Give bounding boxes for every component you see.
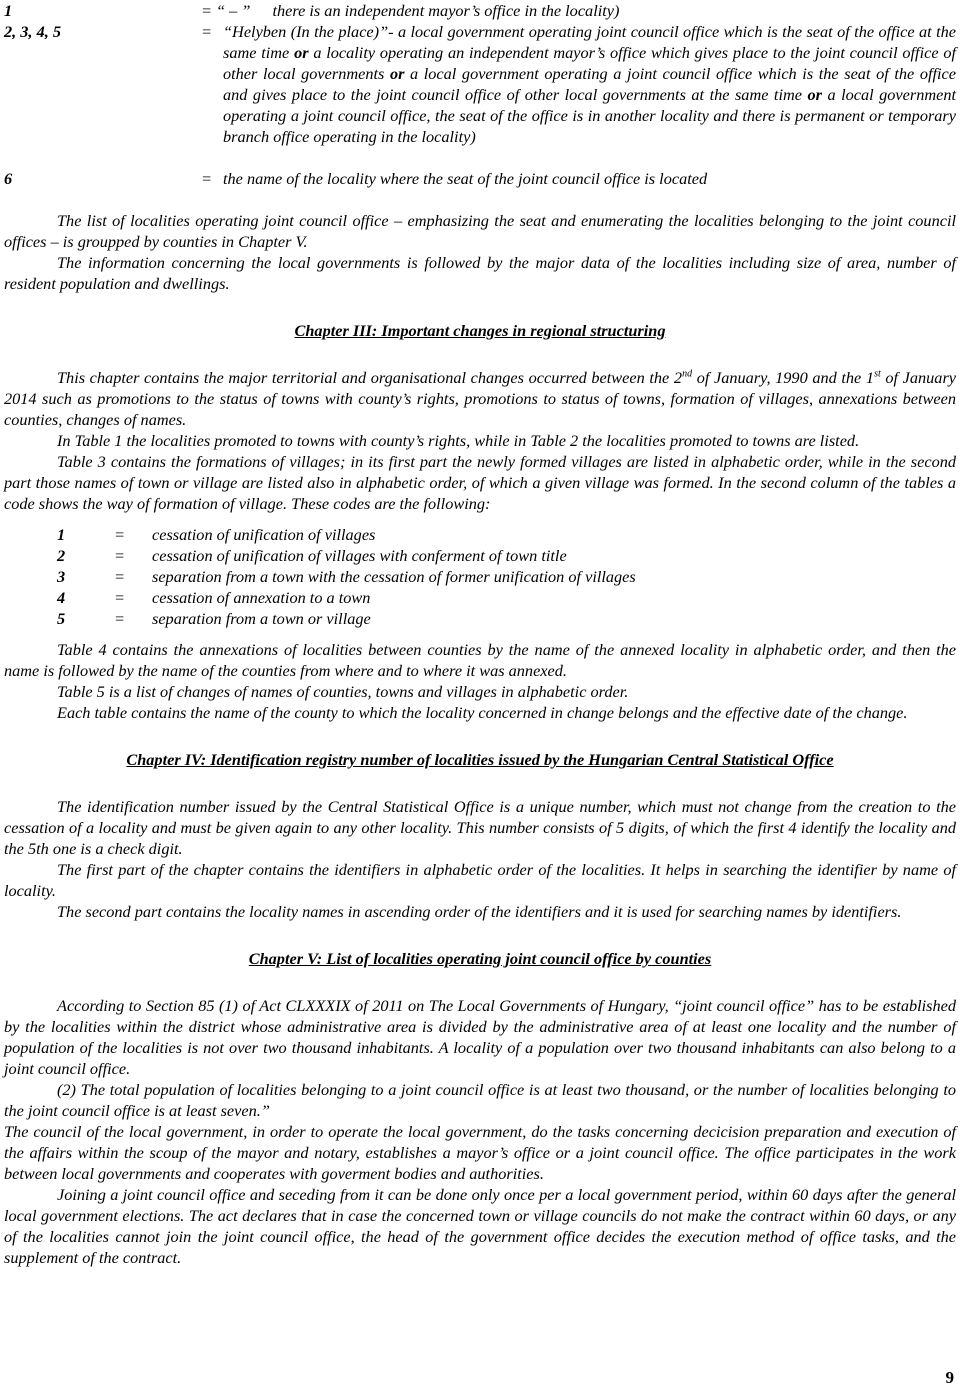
code-eq: = [201,169,212,188]
list-item: 5 = separation from a town or village [57,609,371,628]
chapter-3-paragraph: Table 3 contains the formations of villages; in its first part the newly formed villages are listed in alphabetic order, while in the second part those names of town or village are listed also in alphabetic order, of which a given village was formed. In the second column of the tables a code shows the way of formation of village. These codes are the following: [4,452,956,513]
chapter-3-paragraph: Each table contains the name of the county to which the locality concerned in change belongs and the effective date of the change. [57,703,908,722]
chapter-4-paragraph: The second part contains the locality names in ascending order of the identifiers and it is used for searching names by identifiers. [57,902,902,921]
chapter-4-paragraph: The identification number issued by the Central Statistical Office is a unique number, which must not change from the creation to the cessation of a locality and must be given again to any other locality. This number consists of 5 digits, of which the first 4 identify the locality and the 5th one is a check digit. [4,797,956,858]
code-key: 2, 3, 4, 5 [4,22,61,41]
chapter-5-paragraph: According to Section 85 (1) of Act CLXXXIX of 2011 on The Local Governments of Hungary, “joint council office” has to be established by the localities within the district whose administrative area is divided by the administrative area of at least one locality and the number of population of the localities is not over two thousand inhabitants. A locality of a population over two thousand inhabitants can also belong to a joint council office. [4,996,956,1078]
chapter-4-title: Chapter IV: Identification registry number of localities issued by the Hungarian Central Statistical Office [126,750,834,769]
intro-paragraph: The information concerning the local governments is followed by the major data of the localities including size of area, number of resident population and dwellings. [4,253,956,293]
chapter-5-paragraph: (2) The total population of localities belonging to a joint council office is at least two thousand, or the number of localities belonging to the joint council office is at least seven.” [4,1080,956,1120]
code-legend [4,0,956,189]
formation-code-list [4,524,956,629]
code-row-2 [4,21,956,147]
chapter-5-paragraph: Joining a joint council office and seceding from it can be done only once per a local government period, within 60 days after the general local government elections. The act declares that in case the concerned town or village councils do not make the contract within 60 days, or any of the localities cannot join the joint council office, the head of the government office decides the execution method of office tasks, and the supplement of the contract. [4,1185,956,1267]
list-item: 1 = cessation of unification of villages [57,525,376,544]
document-page [4,0,956,1268]
intro-paragraph: The list of localities operating joint council office – emphasizing the seat and enumerating the localities belonging to the joint council offices – is groupped by counties in Chapter V. [4,211,956,251]
code-desc: there is an independent mayor’s office in the locality) [272,1,620,20]
chapter-3-paragraph: Table 5 is a list of changes of names of counties, towns and villages in alphabetic order. [57,682,629,701]
chapter-5-paragraph: The council of the local government, in order to operate the local government, do the tasks concerning decicision preparation and execution of the affairs within the scoup of the mayor and notary, establishes a mayor’s office or a joint council office. The office participates in the work between local governments and cooperates with goverment bodies and authorities. [4,1122,956,1183]
chapter-5-title: Chapter V: List of localities operating joint council office by counties [248,949,712,968]
chapter-4-paragraph: The first part of the chapter contains the identifiers in alphabetic order of the localities. It helps in searching the identifier by name of locality. [4,860,956,900]
chapter-3-paragraph: This chapter contains the major territorial and organisational changes occurred between the 2nd of January, 1990 and the 1st of January 2014 such as promotions to the status of towns with county’s rights, promotions to status of towns, formation of villages, annexations between counties, changes of names. [4,368,957,429]
code-key: 1 [4,1,13,20]
chapter-3-paragraph: Table 4 contains the annexations of localities between counties by the name of the annexed locality in alphabetic order, and then the name is followed by the name of the counties from where and to where it was annexed. [4,640,956,680]
list-item: 3 = separation from a town with the cessation of former unification of villages [57,567,636,586]
chapter-3-paragraph: In Table 1 the localities promoted to towns with county’s rights, while in Table 2 the localities promoted to towns are listed. [57,431,860,450]
list-item: 2 = cessation of unification of villages with conferment of town title [57,546,567,565]
code-desc: “Helyben (In the place)”- a local government operating joint council office which is the seat of the office at the same time or a locality operating an independent mayor’s office which gives place to the joint council office of other local governments or a local government operating a joint council office which is the seat of the office and gives place to the joint council office of other local governments at the same time or a local government operating a joint council office, the seat of the office is in another locality and there is permanent or temporary branch office operating in the locality) [223,22,957,146]
chapter-3-title: Chapter III: Important changes in regional structuring [294,321,666,340]
code-key: 6 [4,169,13,188]
code-desc: the name of the locality where the seat of the joint council office is located [223,169,708,188]
page-number: 9 [945,1368,954,1387]
code-row-6 [4,168,956,189]
list-item: 4 = cessation of annexation to a town [57,588,371,607]
code-row-1 [4,0,956,21]
code-eq: = “ – ” [201,1,251,20]
code-eq: = [201,22,212,41]
